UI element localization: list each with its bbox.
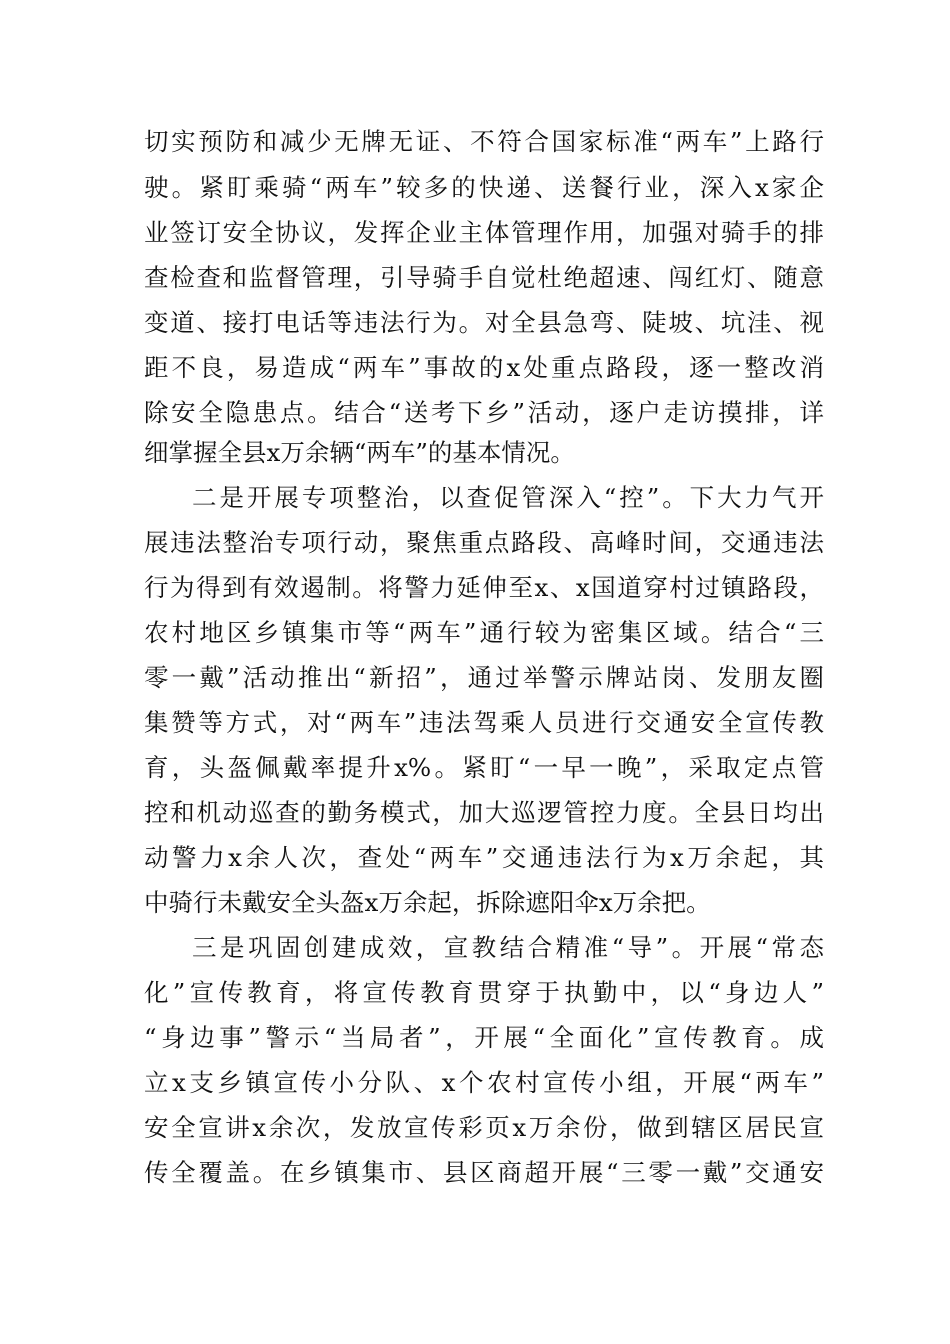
- text-line: 距不良，易造成“两车”事故的x处重点路段，逐一整改消: [144, 353, 824, 382]
- paragraph-heading-line: 二是开展专项整治，以查促管深入“控”。下大力气开: [192, 483, 824, 512]
- text-line: 育，头盔佩戴率提升x%。紧盯“一早一晚”，采取定点管: [144, 753, 824, 782]
- text-line: 动警力x余人次，查处“两车”交通违法行为x万余起，其: [144, 843, 824, 872]
- text-line: 中骑行未戴安全头盔x万余起，拆除遮阳伞x万余把。: [144, 888, 711, 917]
- text-line: 零一戴”活动推出“新招”，通过举警示牌站岗、发朋友圈: [144, 663, 824, 692]
- text-line: 切实预防和减少无牌无证、不符合国家标准“两车”上路行: [144, 127, 824, 156]
- text-line: 展违法整治专项行动，聚焦重点路段、高峰时间，交通违法: [144, 528, 824, 557]
- text-line: 查检查和监督管理，引导骑手自觉杜绝超速、闯红灯、随意: [144, 263, 824, 292]
- text-line: 立x支乡镇宣传小分队、x个农村宣传小组，开展“两车”: [144, 1068, 824, 1097]
- text-line: 控和机动巡查的勤务模式，加大巡逻管控力度。全县日均出: [144, 798, 824, 827]
- text-line: 化”宣传教育，将宣传教育贯穿于执勤中，以“身边人”: [144, 978, 824, 1007]
- text-line: 变道、接打电话等违法行为。对全县急弯、陡坡、坑洼、视: [144, 308, 824, 337]
- text-line: 业签订安全协议，发挥企业主体管理作用，加强对骑手的排: [144, 218, 824, 247]
- text-line: 除安全隐患点。结合“送考下乡”活动，逐户走访摸排，详: [144, 398, 824, 427]
- paragraph-heading-line: 三是巩固创建成效，宣教结合精准“导”。开展“常态: [192, 933, 824, 962]
- text-line: 传全覆盖。在乡镇集市、县区商超开展“三零一戴”交通安: [144, 1158, 824, 1187]
- text-line: 农村地区乡镇集市等“两车”通行较为密集区域。结合“三: [144, 618, 824, 647]
- text-line: “身边事”警示“当局者”，开展“全面化”宣传教育。成: [144, 1023, 824, 1052]
- text-line: 行为得到有效遏制。将警力延伸至x、x国道穿村过镇路段，: [144, 573, 824, 602]
- text-line: 细掌握全县x万余辆“两车”的基本情况。: [144, 438, 575, 467]
- text-line: 集赞等方式，对“两车”违法驾乘人员进行交通安全宣传教: [144, 708, 824, 737]
- text-line: 安全宣讲x余次，发放宣传彩页x万余份，做到辖区居民宣: [144, 1113, 824, 1142]
- text-line: 驶。紧盯乘骑“两车”较多的快递、送餐行业，深入x家企: [144, 173, 824, 202]
